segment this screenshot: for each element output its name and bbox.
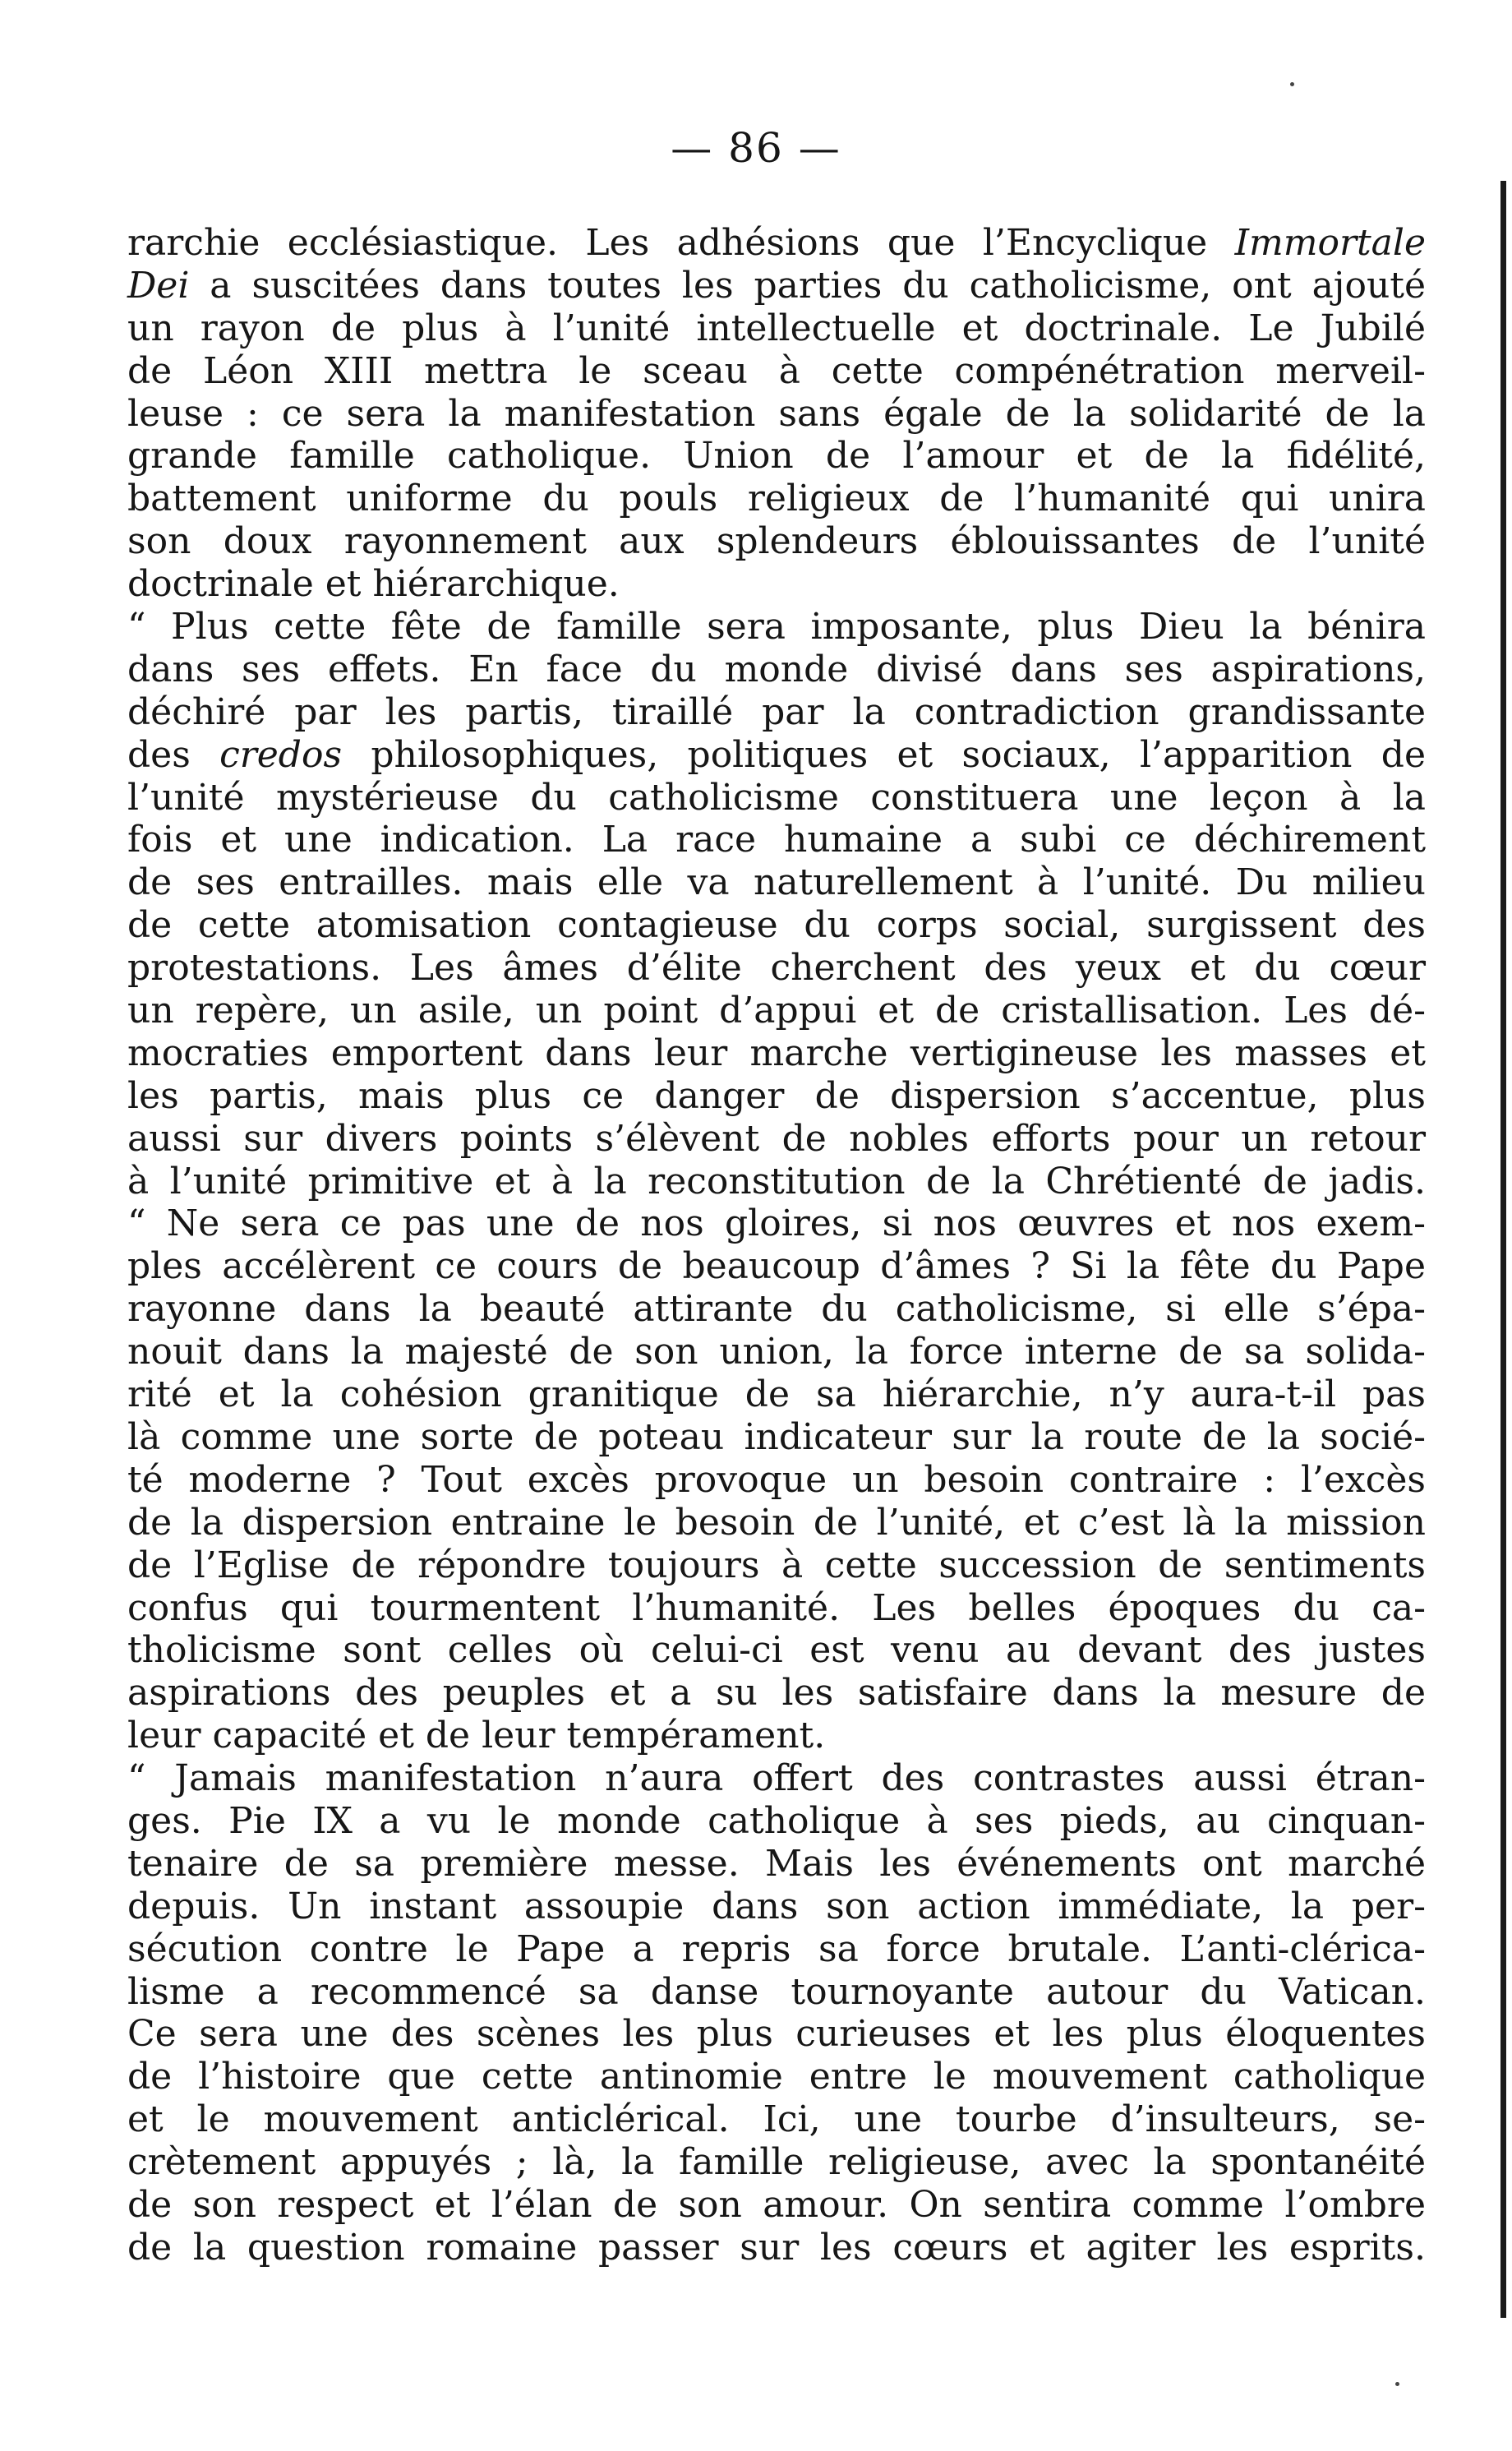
text-line: “ Ne sera ce pas une de nos gloires, si nos œuvres et nos exem- <box>127 1202 1426 1245</box>
italic-word: credos <box>219 733 343 776</box>
text-line: ples accélèrent ce cours de beaucoup d’âmes ? Si la fête du Pape <box>127 1245 1426 1288</box>
text-line: leur capacité et de leur tempérament. <box>127 1715 826 1757</box>
text-line: et le mouvement anticlérical. Ici, une tourbe d’insulteurs, se- <box>127 2098 1426 2141</box>
text-line: de l’histoire que cette antinomie entre le mouvement catholique <box>127 2056 1426 2098</box>
italic-word: Dei <box>127 264 190 307</box>
text-line: ges. Pie IX a vu le monde catholique à ses pieds, au cinquan- <box>127 1799 1426 1842</box>
page-number: — 86 — <box>671 124 841 172</box>
text-line: grande famille catholique. Union de l’amour et de la fidélité, <box>127 435 1426 478</box>
text-line: à l’unité primitive et à la reconstitution de la Chrétienté de jadis. <box>127 1160 1426 1202</box>
text-line: nouit dans la majesté de son union, la force interne de sa solida- <box>127 1331 1426 1373</box>
text-line: aussi sur divers points s’élèvent de nobles efforts pour un retour <box>127 1117 1426 1160</box>
text-line: un repère, un asile, un point d’appui et de cristallisation. Les dé- <box>127 990 1426 1032</box>
text-line: protestations. Les âmes d’élite cherchent des yeux et du cœur <box>127 947 1426 990</box>
text-line: tenaire de sa première messe. Mais les événements ont marché <box>127 1842 1426 1885</box>
text-line: tholicisme sont celles où celui-ci est venu au devant des justes <box>127 1629 1426 1672</box>
text-line: crètement appuyés ; là, la famille religieuse, avec la spontanéité <box>127 2141 1426 2184</box>
text-line-content: rarchie ecclésiastique. Les adhésions que l’Encyclique <box>127 222 1208 264</box>
text-line-content: a suscitées dans toutes les parties du catholicisme, ont ajouté <box>189 264 1426 307</box>
text-line: les partis, mais plus ce danger de dispersion s’accentue, plus <box>127 1074 1426 1117</box>
text-line: “ Jamais manifestation n’aura offert des contrastes aussi étran- <box>127 1757 1426 1800</box>
text-line: de la dispersion entraine le besoin de l’unité, et c’est là la mission <box>127 1501 1426 1544</box>
text-line-content: des <box>127 733 191 776</box>
body-text <box>127 222 1426 2269</box>
text-line: de son respect et l’élan de son amour. On sentira comme l’ombre <box>127 2183 1426 2226</box>
text-line: leuse : ce sera la manifestation sans égale de la solidarité de la <box>127 392 1426 435</box>
margin-edge-shadow <box>1500 181 1506 2318</box>
text-line-content: philosophiques, politiques et sociaux, l’apparition de <box>371 733 1426 776</box>
text-line: depuis. Un instant assoupie dans son action immédiate, la per- <box>127 1885 1426 1927</box>
text-line: rayonne dans la beauté attirante du catholicisme, si elle s’épa- <box>127 1288 1426 1331</box>
text-line: de cette atomisation contagieuse du corps social, surgissent des <box>127 904 1426 947</box>
text-line <box>127 265 1426 307</box>
text-line: fois et une indication. La race humaine a subi ce déchirement <box>127 819 1426 861</box>
text-line: lisme a recommencé sa danse tournoyante autour du Vatican. <box>127 1970 1426 2013</box>
text-line: là comme une sorte de poteau indicateur sur la route de la socié- <box>127 1415 1426 1458</box>
text-line: dans ses effets. En face du monde divisé dans ses aspirations, <box>127 648 1426 690</box>
text-line <box>127 222 1426 265</box>
text-line: de Léon XIII mettra le sceau à cette compénétration merveil- <box>127 349 1426 392</box>
text-line: un rayon de plus à l’unité intellectuelle et doctrinale. Le Jubilé <box>127 307 1426 349</box>
text-line: l’unité mystérieuse du catholicisme constituera une leçon à la <box>127 776 1426 819</box>
text-line: doctrinale et hiérarchique. <box>127 563 620 606</box>
text-line: mocraties emportent dans leur marche vertigineuse les masses et <box>127 1032 1426 1074</box>
text-line: de l’Eglise de répondre toujours à cette succession de sentiments <box>127 1544 1426 1586</box>
text-line: son doux rayonnement aux splendeurs éblouissantes de l’unité <box>127 520 1426 563</box>
text-line: battement uniforme du pouls religieux de l’humanité qui unira <box>127 478 1426 520</box>
print-speck <box>1290 82 1294 86</box>
text-line: sécution contre le Pape a repris sa force brutale. L’anti-clérica- <box>127 1927 1426 1970</box>
print-speck <box>1395 2382 1399 2386</box>
text-line: de ses entrailles. mais elle va naturellement à l’unité. Du milieu <box>127 861 1426 904</box>
text-line: de la question romaine passer sur les cœurs et agiter les esprits. <box>127 2226 1426 2269</box>
text-line <box>127 734 1426 777</box>
text-line: aspirations des peuples et a su les satisfaire dans la mesure de <box>127 1672 1426 1715</box>
text-line: déchiré par les partis, tiraillé par la contradiction grandissante <box>127 690 1426 733</box>
text-line: confus qui tourmentent l’humanité. Les belles époques du ca- <box>127 1586 1426 1629</box>
text-line: té moderne ? Tout excès provoque un besoin contraire : l’excès <box>127 1458 1426 1501</box>
italic-word: Immortale <box>1234 222 1426 264</box>
text-line: Ce sera une des scènes les plus curieuses et les plus éloquentes <box>127 2013 1426 2056</box>
text-line: rité et la cohésion granitique de sa hiérarchie, n’y aura-t-il pas <box>127 1373 1426 1416</box>
text-line: “ Plus cette fête de famille sera imposante, plus Dieu la bénira <box>127 606 1426 649</box>
